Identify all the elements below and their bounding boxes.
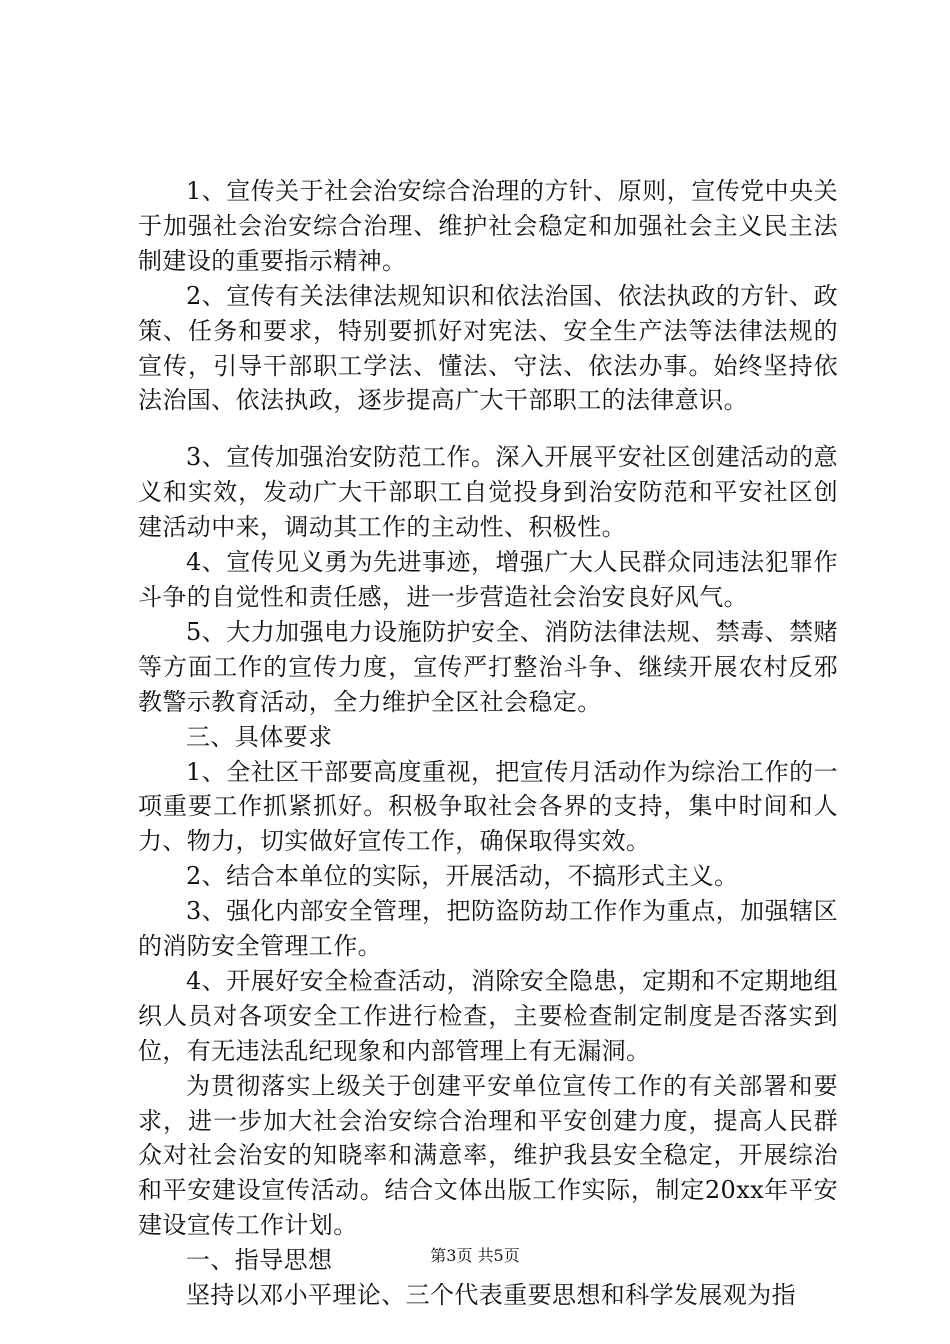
page-footer: 第3页 共5页 [430, 1246, 520, 1265]
paragraph-4: 4、宣传见义勇为先进事迹，增强广大人民群众同违法犯罪作斗争的自觉性和责任感，进一步营造社会治安良好风气。 [138, 548, 838, 611]
paragraph-requirement-1: 1、全社区干部要高度重视，把宣传月活动作为综治工作的一项重要工作抓紧抓好。积极争取社会各界的支持，集中时间和人力、物力，切实做好宣传工作，确保取得实效。 [138, 757, 838, 856]
paragraph-2: 2、宣传有关法律法规知识和依法治国、依法执政的方针、政策、任务和要求，特别要抓好对宪法、安全生产法等法律法规的宣传，引导干部职工学法、懂法、守法、依法办事。始终坚持依法治国、依法执政，逐步提高广大干部职工的法律意识。 [138, 281, 838, 415]
paragraph-requirement-2: 2、结合本单位的实际，开展活动，不搞形式主义。 [186, 862, 739, 891]
paragraph-guiding-thought: 坚持以邓小平理论、三个代表重要思想和科学发展观为指 [186, 1281, 796, 1310]
section-heading-requirements: 三、具体要求 [186, 722, 333, 751]
document-body [138, 174, 838, 1313]
section-heading-guiding-thought: 一、指导思想 [186, 1246, 333, 1275]
paragraph-3: 3、宣传加强治安防范工作。深入开展平安社区创建活动的意义和实效，发动广大干部职工自觉投身到治安防范和平安社区创建活动中来，调动其工作的主动性、积极性。 [138, 443, 838, 542]
paragraph-requirement-4: 4、开展好安全检查活动，消除安全隐患，定期和不定期地组织人员对各项安全工作进行检查，主要检查制定制度是否落实到位，有无违法乱纪现象和内部管理上有无漏洞。 [138, 966, 838, 1065]
paragraph-5: 5、大力加强电力设施防护安全、消防法律法规、禁毒、禁赌等方面工作的宣传力度，宣传严打整治斗争、继续开展农村反邪教警示教育活动，全力维护全区社会稳定。 [138, 617, 838, 716]
paragraph-requirement-3: 3、强化内部安全管理，把防盗防劫工作作为重点，加强辖区的消防安全管理工作。 [138, 897, 838, 961]
paragraph-intro: 为贯彻落实上级关于创建平安单位宣传工作的有关部署和要求，进一步加大社会治安综合治理和平安创建力度，提高人民群众对社会治安的知晓率和满意率，维护我县安全稳定，开展综治和平安建设宣传活动。结合文体出版工作实际，制定20xx年平安建设宣传工作计划。 [138, 1071, 838, 1240]
paragraph-1: 1、宣传关于社会治安综合治理的方针、原则，宣传党中央关于加强社会治安综合治理、维护社会稳定和加强社会主义民主法制建设的重要指示精神。 [138, 177, 838, 275]
